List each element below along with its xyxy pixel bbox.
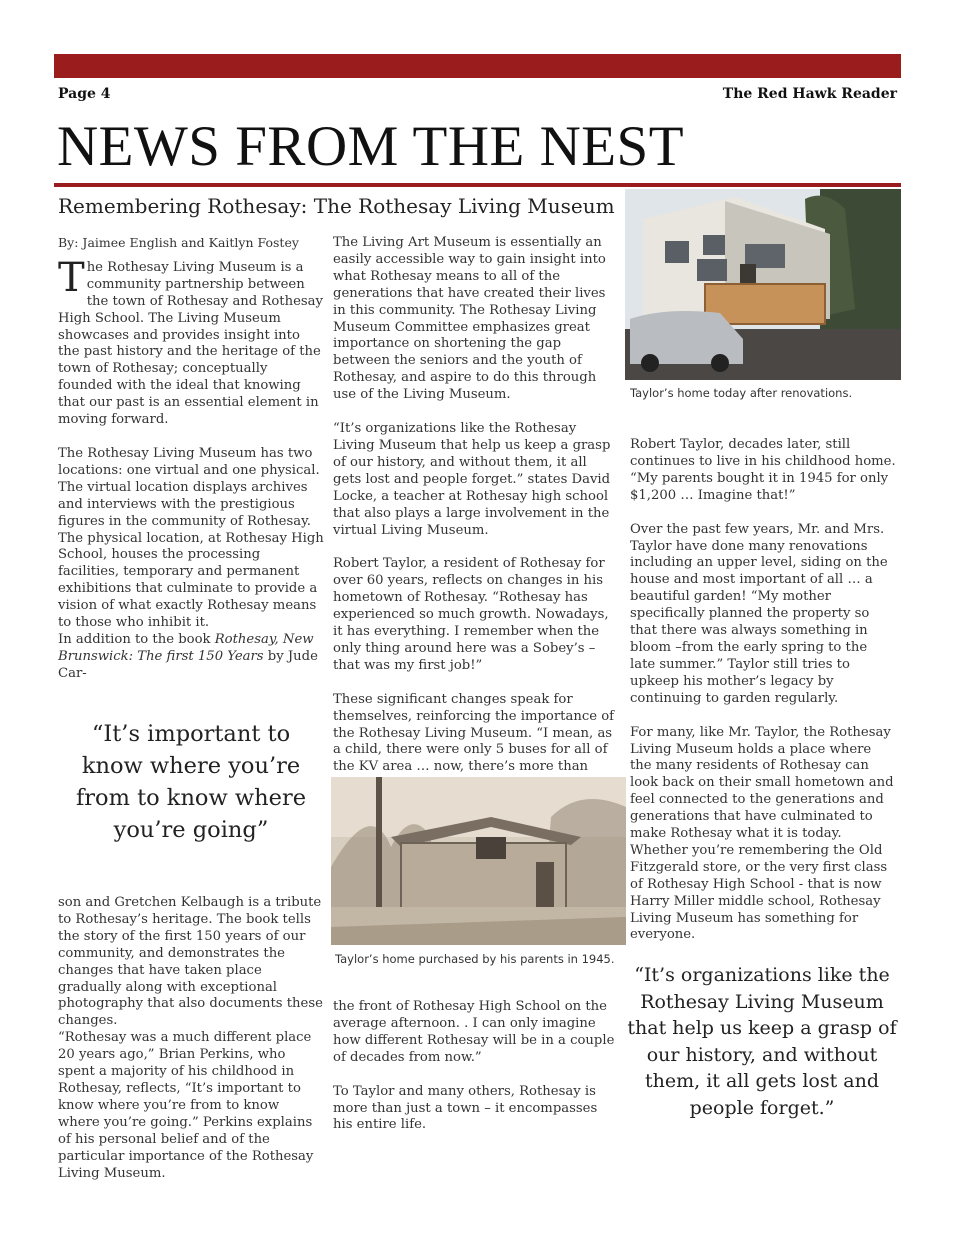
article-paragraph: “It’s organizations like the Rothesay Living Museum that help us keep a grasp of our history, and without them, it all gets lost and people forget.” states David Locke, a teacher at Rothesay high school that also plays a large involvement in the virtual Living Museum. [333,421,611,538]
column-1-bottom [58,895,324,1182]
masthead-rule [54,183,901,187]
article-paragraph [58,632,324,683]
article-paragraph: the front of Rothesay High School on the average afternoon. . I can only imagine how different Rothesay will be in a couple of decades from now.” [333,999,615,1065]
article-paragraph: The Living Art Museum is essentially an easily accessible way to gain insight into what Rothesay means to all of the generations that have created their lives in this community. The Rothesay Living Museum Committee emphasizes great importance on shortening the gap between the seniors and the youth of Rothesay, and aspire to do this through use of the Living Museum. [333,235,606,403]
column-1-top [58,235,324,683]
column-2-bottom [333,999,619,1134]
photo-caption-old: Taylor’s home purchased by his parents in 1945. [335,952,615,966]
top-accent-bar [54,54,901,78]
photo-old-home [331,777,626,945]
article-paragraph: Over the past few years, Mr. and Mrs. Taylor have done many renovations including an upper level, siding on the house and most important of all … a beautiful garden! “My mother specifically planned the property so that there was always something in bloom –from the early spring to the late summer.” Taylor still tries to upkeep his mother’s legacy by continuing to garden regularly. [630,521,888,706]
pull-quote-right: “It’s organizations like the Rothesay Living Museum that help us keep a grasp of our history, and without them, it all gets lost and people forget.” [627,964,897,1119]
book-title: Rothesay, New Brunswick: The first 150 Years [58,631,314,664]
article-paragraph [58,254,324,429]
article-paragraph: The Rothesay Living Museum has two locations: one virtual and one physical. The virtual location displays archives and interviews with the prestigious figures in the community of Rothesay. The physical location, at Rothesay High School, houses the processing facilities, temporary and permanent exhibitions that culminate to provide a vision of what exactly Rothesay means to those who inhibit it. [58,445,324,631]
article-text: In addition to the book [58,631,215,647]
article-paragraph: “Rothesay was a much different place 20 years ago,” Brian Perkins, who spent a majority of his childhood in Rothesay, reflects, “It’s important to know where you’re from to know where you’re going.” Perkins explains of his personal belief and of the particular importance of the Rothesay Living Museum. [58,1030,314,1181]
old-home-photo-illustration [331,777,626,945]
publication-name: The Red Hawk Reader [722,86,897,102]
article-paragraph: Robert Taylor, a resident of Rothesay for over 60 years, reflects on changes in his hometown of Rothesay. “Rothesay has experienced so much growth. Nowadays, it has everything. I remember when the only thing around here was a Sobey’s – that was my first job!” [333,556,609,673]
article-paragraph: For many, like Mr. Taylor, the Rothesay Living Museum holds a place where the many residents of Rothesay can look back on their small hometown and feel connected to the generations and generations that have culminated to make Rothesay what it is today. Whether you’re remembering the Old Fitzgerald store, or the very first class of Rothesay High School - that is now Harry Miller middle school, Rothesay Living Museum has something for everyone. [630,724,894,943]
article-paragraph: Robert Taylor, decades later, still continues to live in his childhood home. “My parents bought it in 1945 for only $1,200 … Imagine that!” [630,437,896,503]
photo-home-today [625,189,901,380]
article-paragraph: To Taylor and many others, Rothesay is more than just a town – it encompasses his entire life. [333,1083,598,1133]
pull-quote-left: “It’s important to know where you’re from to know where you’re going” [75,721,307,843]
article-paragraph-text: he Rothesay Living Museum is a community partnership between the town of Rothesay and Rothesay High School. The Living Museum showcases and provides insight into the past history and the heritage of the town of Rothesay; conceptually founded with the ideal that knowing that our past is an essential element in moving forward. [58,259,323,428]
byline: By: Jaimee English and Kaitlyn Fostey [58,235,299,250]
home-today-photo-illustration [625,189,901,380]
drop-cap: T [58,254,85,301]
photo-caption-today: Taylor’s home today after renovations. [630,386,853,400]
masthead-title: NEWS FROM THE NEST [57,115,685,178]
column-3 [630,437,896,944]
article-title: Remembering Rothesay: The Rothesay Living Museum [58,194,615,218]
article-paragraph: son and Gretchen Kelbaugh is a tribute to Rothesay’s heritage. The book tells the story of the first 150 years of our community, and demonstrates the changes that have taken place gradually along with exceptional photography that also documents these changes. [58,895,323,1029]
article-paragraph: These significant changes speak for themselves, reinforcing the importance of the Rothesay Living Museum. “I mean, as a child, there were only 5 buses for all of the KV area … now, there’s more than [333,691,615,775]
column-2-top [333,235,619,793]
article-text: by Jude Car- [58,648,318,681]
page-number: Page 4 [58,86,111,102]
